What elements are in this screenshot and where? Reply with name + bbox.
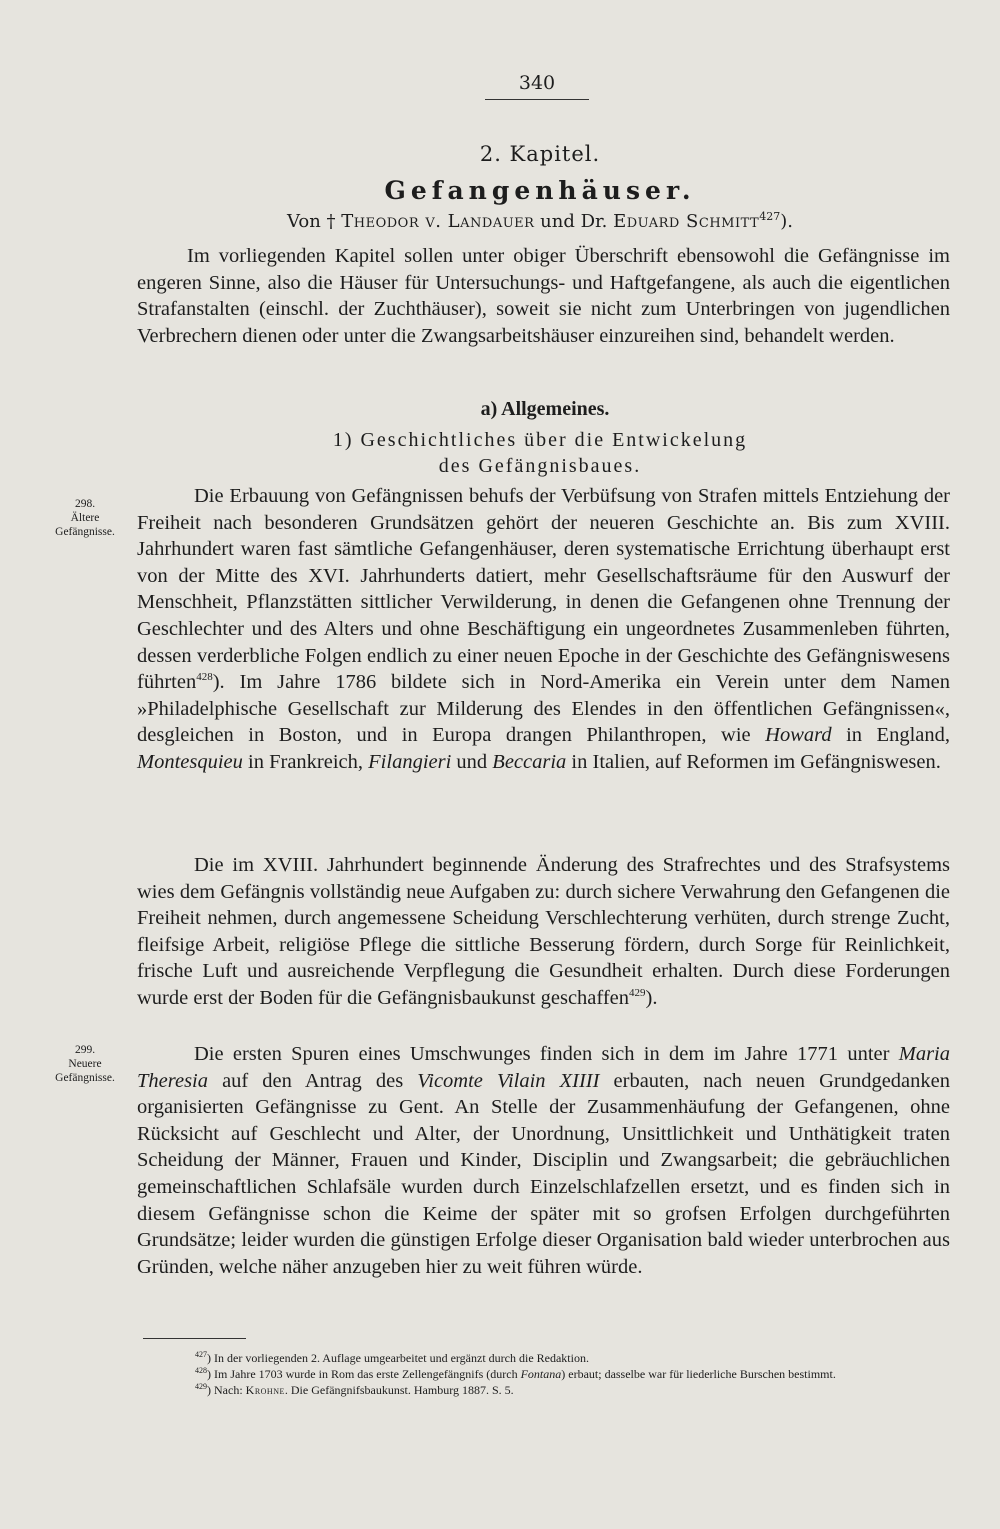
name-beccaria: Beccaria [492,750,567,773]
chapter-label: 2. Kapitel. [479,142,601,166]
text-run: ). Im Jahre 1786 bildete sich in Nord-Amerika ein Verein unter dem Namen »Philadelphische Gesellschaft zur Milderung des Elendes in den öffentlichen Gefängnissen«, desgleichen in Boston, und in Europa drangen Philanthropen, wie [137,671,950,747]
author-schmitt: Eduard Schmitt [613,211,760,232]
footnote-ref-429: 429 [629,987,646,1000]
footnote-divider [143,1338,246,1339]
text-run: in England, [831,724,950,747]
margin-note-number: 298. [74,498,96,510]
paragraph-298-continued [137,852,950,1012]
name-maria-theresia: Maria Theresia [137,1043,950,1092]
authors-prefix: Von † [287,211,342,232]
footnote-text: . Die Gefängnifsbaukunst. Hamburg 1887. S. 5. [284,1383,514,1397]
section-heading: a) Allgemeines. [480,398,610,420]
text-run: auf den Antrag des [208,1069,418,1092]
text-run: Die im XVIII. Jahrhundert beginnende Änderung des Strafrechtes und des Strafsystems wies dem Gefängnis vollständig neue Aufgaben zu: durch sichere Verwahrung den Gefangenen die Freiheit nehmen, durch angemessene Scheidung Verschlechterung verhüten, durch strenge Zucht, fleifsige Arbeit, religiöse Pflege die sittliche Besserung fördern, durch Sorge für Reinlichkeit, frische Luft und ausreichende Verpflegung die Gesundheit erhalten. Durch diese Forderungen wurde erst der Boden für die Gefängnisbaukunst geschaffen [137,854,950,1009]
margin-note-line: Neuere [68,1058,102,1070]
page-number: 340 [485,72,589,100]
intro-paragraph: Im vorliegenden Kapitel sollen unter obiger Überschrift ebensowohl die Gefängnisse im engeren Sinne, also die Häuser für Untersuchungs- und Haftgefangene, als auch die eigentlichen Strafanstalten (einschl. der Zuchthäuser), soweit sie nicht zum Unterbringen von jugendlichen Verbrechern dienen oder unter die Zwangsarbeitshäuser einzureihen sind, behandelt werden. [137,245,950,347]
authors-line [0,211,1000,232]
chapter-title: Gefangenhäuser. [384,176,696,205]
footnote-number: 427 [195,1350,207,1359]
footnote-text: ) Im Jahre 1703 wurde in Rom das erste Zellengefängnifs (durch [207,1367,521,1381]
text-run: und [451,750,493,773]
text-run: in Italien, auf Reformen im Gefängniswesen. [566,750,941,773]
authors-conjunction: und Dr. [534,211,614,232]
footnote-text: ) In der vorliegenden 2. Auflage umgearbeitet und ergänzt durch die Redaktion. [207,1351,589,1365]
margin-note-line: Ältere [70,512,100,524]
paragraph-298 [137,483,950,776]
margin-note-line: Gefängnisse. [55,1072,115,1084]
margin-note-number: 299. [74,1044,96,1056]
margin-note-298 [40,497,130,539]
name-vicomte-vilain: Vicomte Vilain XIIII [417,1069,600,1092]
text-run: ). [645,986,658,1009]
footnote-428 [143,1366,965,1382]
footnote-text: ) Nach: [207,1383,246,1397]
name-filangieri: Filangieri [368,750,452,773]
footnote-number: 429 [195,1382,207,1391]
subsection-heading [0,427,1000,479]
margin-note-299 [40,1043,130,1085]
footnote-ref-427: 427 [759,210,781,223]
authors-suffix: ). [780,211,793,232]
name-fontana: Fontana [520,1367,562,1381]
name-howard: Howard [765,724,832,747]
author-landauer: Theodor v. Landauer [341,211,535,232]
text-run: Die Erbauung von Gefängnissen behufs der Verbüfsung von Strafen mittels Entziehung der Freiheit nach besonderen Grundsätzen gehört der neueren Geschichte an. Bis zum XVIII. Jahrhundert waren fast sämtliche Gefangenhäuser, deren systematische Errichtung überhaupt erst von der Mitte des XVI. Jahrhunderts datiert, mehr Gesellschaftsräume für den Auswurf der Menschheit, Pflanzstätten sittlicher Verwilderung, in denen die Gefangenen ohne Trennung der Geschlechter und des Alters und ohne Beschäftigung ein ungeordnetes Zusammenleben führten, dessen verderbliche Folgen endlich zu einer neuen Epoche in der Geschichte des Gefängniswesens führten [137,485,950,694]
text-run: erbauten, nach neuen Grundgedanken organisierten Gefängnisse zu Gent. An Stelle der Zusammenhäufung der Gefangenen, ohne Rücksicht auf Geschlecht und Alter, der Unordnung, Unsittlichkeit und Unthätigkeit traten Scheidung der Männer, Frauen und Kinder, Disciplin und Zwangsarbeit; die gebräuchlichen gemeinschaftlichen Schlafsäle wurden durch Einzelschlafzellen ersetzt, und es finden sich in diesem Gefängnisse schon die Keime der später mit so grofsen Erfolgen durchgeführten Grundsätze; leider wurden die günstigen Erfolge dieser Organisation bald wieder unterbrochen aus Gründen, welche näher anzugeben hier zu weit führen würde. [137,1069,950,1278]
margin-note-line: Gefängnisse. [55,526,115,538]
footnote-number: 428 [195,1366,207,1375]
subsection-line-1: 1) Geschichtliches über die Entwickelung [332,429,748,451]
footnote-429 [143,1382,965,1398]
paragraph-299 [137,1041,950,1280]
name-montesquieu: Montesquieu [137,750,243,773]
name-krohne: Krohne [245,1383,285,1397]
text-run: Die ersten Spuren eines Umschwunges finden sich in dem im Jahre 1771 unter [194,1043,899,1065]
footnote-ref-428: 428 [196,671,213,684]
footnote-text: ) erbaut; dasselbe war für liederliche Burschen bestimmt. [561,1367,836,1381]
footnote-427 [143,1350,965,1366]
footnotes [143,1350,965,1398]
subsection-line-2: des Gefängnisbaues. [438,455,642,477]
text-run: in Frankreich, [242,750,369,773]
